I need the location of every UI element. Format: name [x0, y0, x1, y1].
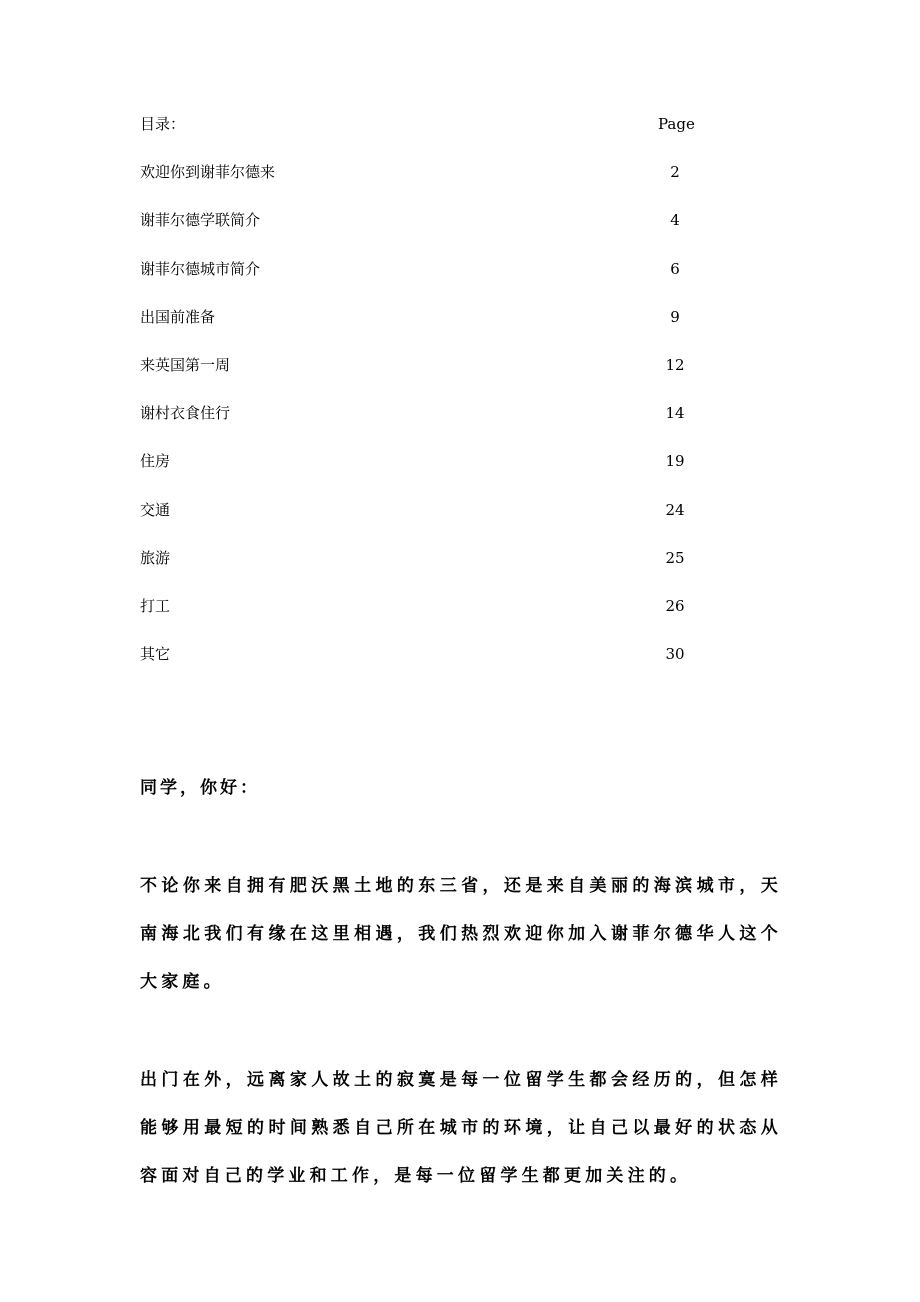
toc-entry[interactable] — [140, 257, 700, 305]
toc-entry-title: 谢村衣食住行 — [140, 404, 231, 423]
toc-entry-title: 住房 — [140, 452, 171, 471]
toc-entry[interactable] — [140, 305, 700, 353]
toc-entry-page: 12 — [665, 355, 685, 374]
toc-entry-page: 25 — [665, 548, 685, 567]
toc-entry-title: 欢迎你到谢菲尔德来 — [140, 163, 276, 182]
toc-entry-page: 9 — [670, 307, 680, 326]
toc-page-heading: Page — [658, 115, 695, 133]
letter-paragraph: 出门在外，远离家人故土的寂寞是每一位留学生都会经历的，但怎样能够用最短的时间熟悉自己所在城市的环境，让自己以最好的状态从容面对自己的学业和工作，是每一位留学生都更加关注的。 — [140, 1070, 782, 1186]
toc-entry-page: 26 — [665, 596, 685, 615]
toc-entry[interactable] — [140, 642, 700, 690]
toc-entry[interactable] — [140, 498, 700, 546]
table-of-contents — [140, 112, 700, 690]
toc-entry-title: 其它 — [140, 645, 171, 664]
toc-entry-page: 19 — [665, 452, 685, 471]
toc-entry[interactable] — [140, 546, 700, 594]
toc-entry-page: 6 — [670, 259, 680, 278]
toc-entry[interactable] — [140, 401, 700, 449]
toc-entry[interactable] — [140, 208, 700, 256]
toc-entry[interactable] — [140, 594, 700, 642]
toc-header — [140, 112, 700, 160]
toc-entry-title: 出国前准备 — [140, 307, 216, 326]
toc-entry[interactable] — [140, 160, 700, 208]
letter-greeting: 同学，你好： — [140, 778, 260, 798]
toc-heading: 目录： — [140, 115, 186, 133]
toc-entry-title: 旅游 — [140, 548, 171, 567]
toc-entry[interactable] — [140, 353, 700, 401]
toc-entry[interactable] — [140, 449, 700, 497]
toc-entry-page: 2 — [670, 163, 680, 182]
toc-entry-title: 谢菲尔德城市简介 — [140, 259, 261, 278]
toc-entry-page: 14 — [665, 404, 685, 423]
toc-entry-page: 4 — [670, 211, 680, 230]
toc-entry-title: 打工 — [140, 596, 171, 615]
toc-entry-title: 谢菲尔德学联简介 — [140, 211, 261, 230]
toc-entry-title: 交通 — [140, 500, 171, 519]
toc-entry-page: 24 — [665, 500, 685, 519]
welcome-letter — [140, 772, 782, 1250]
letter-paragraph: 不论你来自拥有肥沃黑土地的东三省，还是来自美丽的海滨城市，天南海北我们有缘在这里相遇，我们热烈欢迎你加入谢菲尔德华人这个大家庭。 — [140, 876, 782, 992]
toc-entry-title: 来英国第一周 — [140, 355, 231, 374]
toc-entry-page: 30 — [665, 645, 685, 664]
